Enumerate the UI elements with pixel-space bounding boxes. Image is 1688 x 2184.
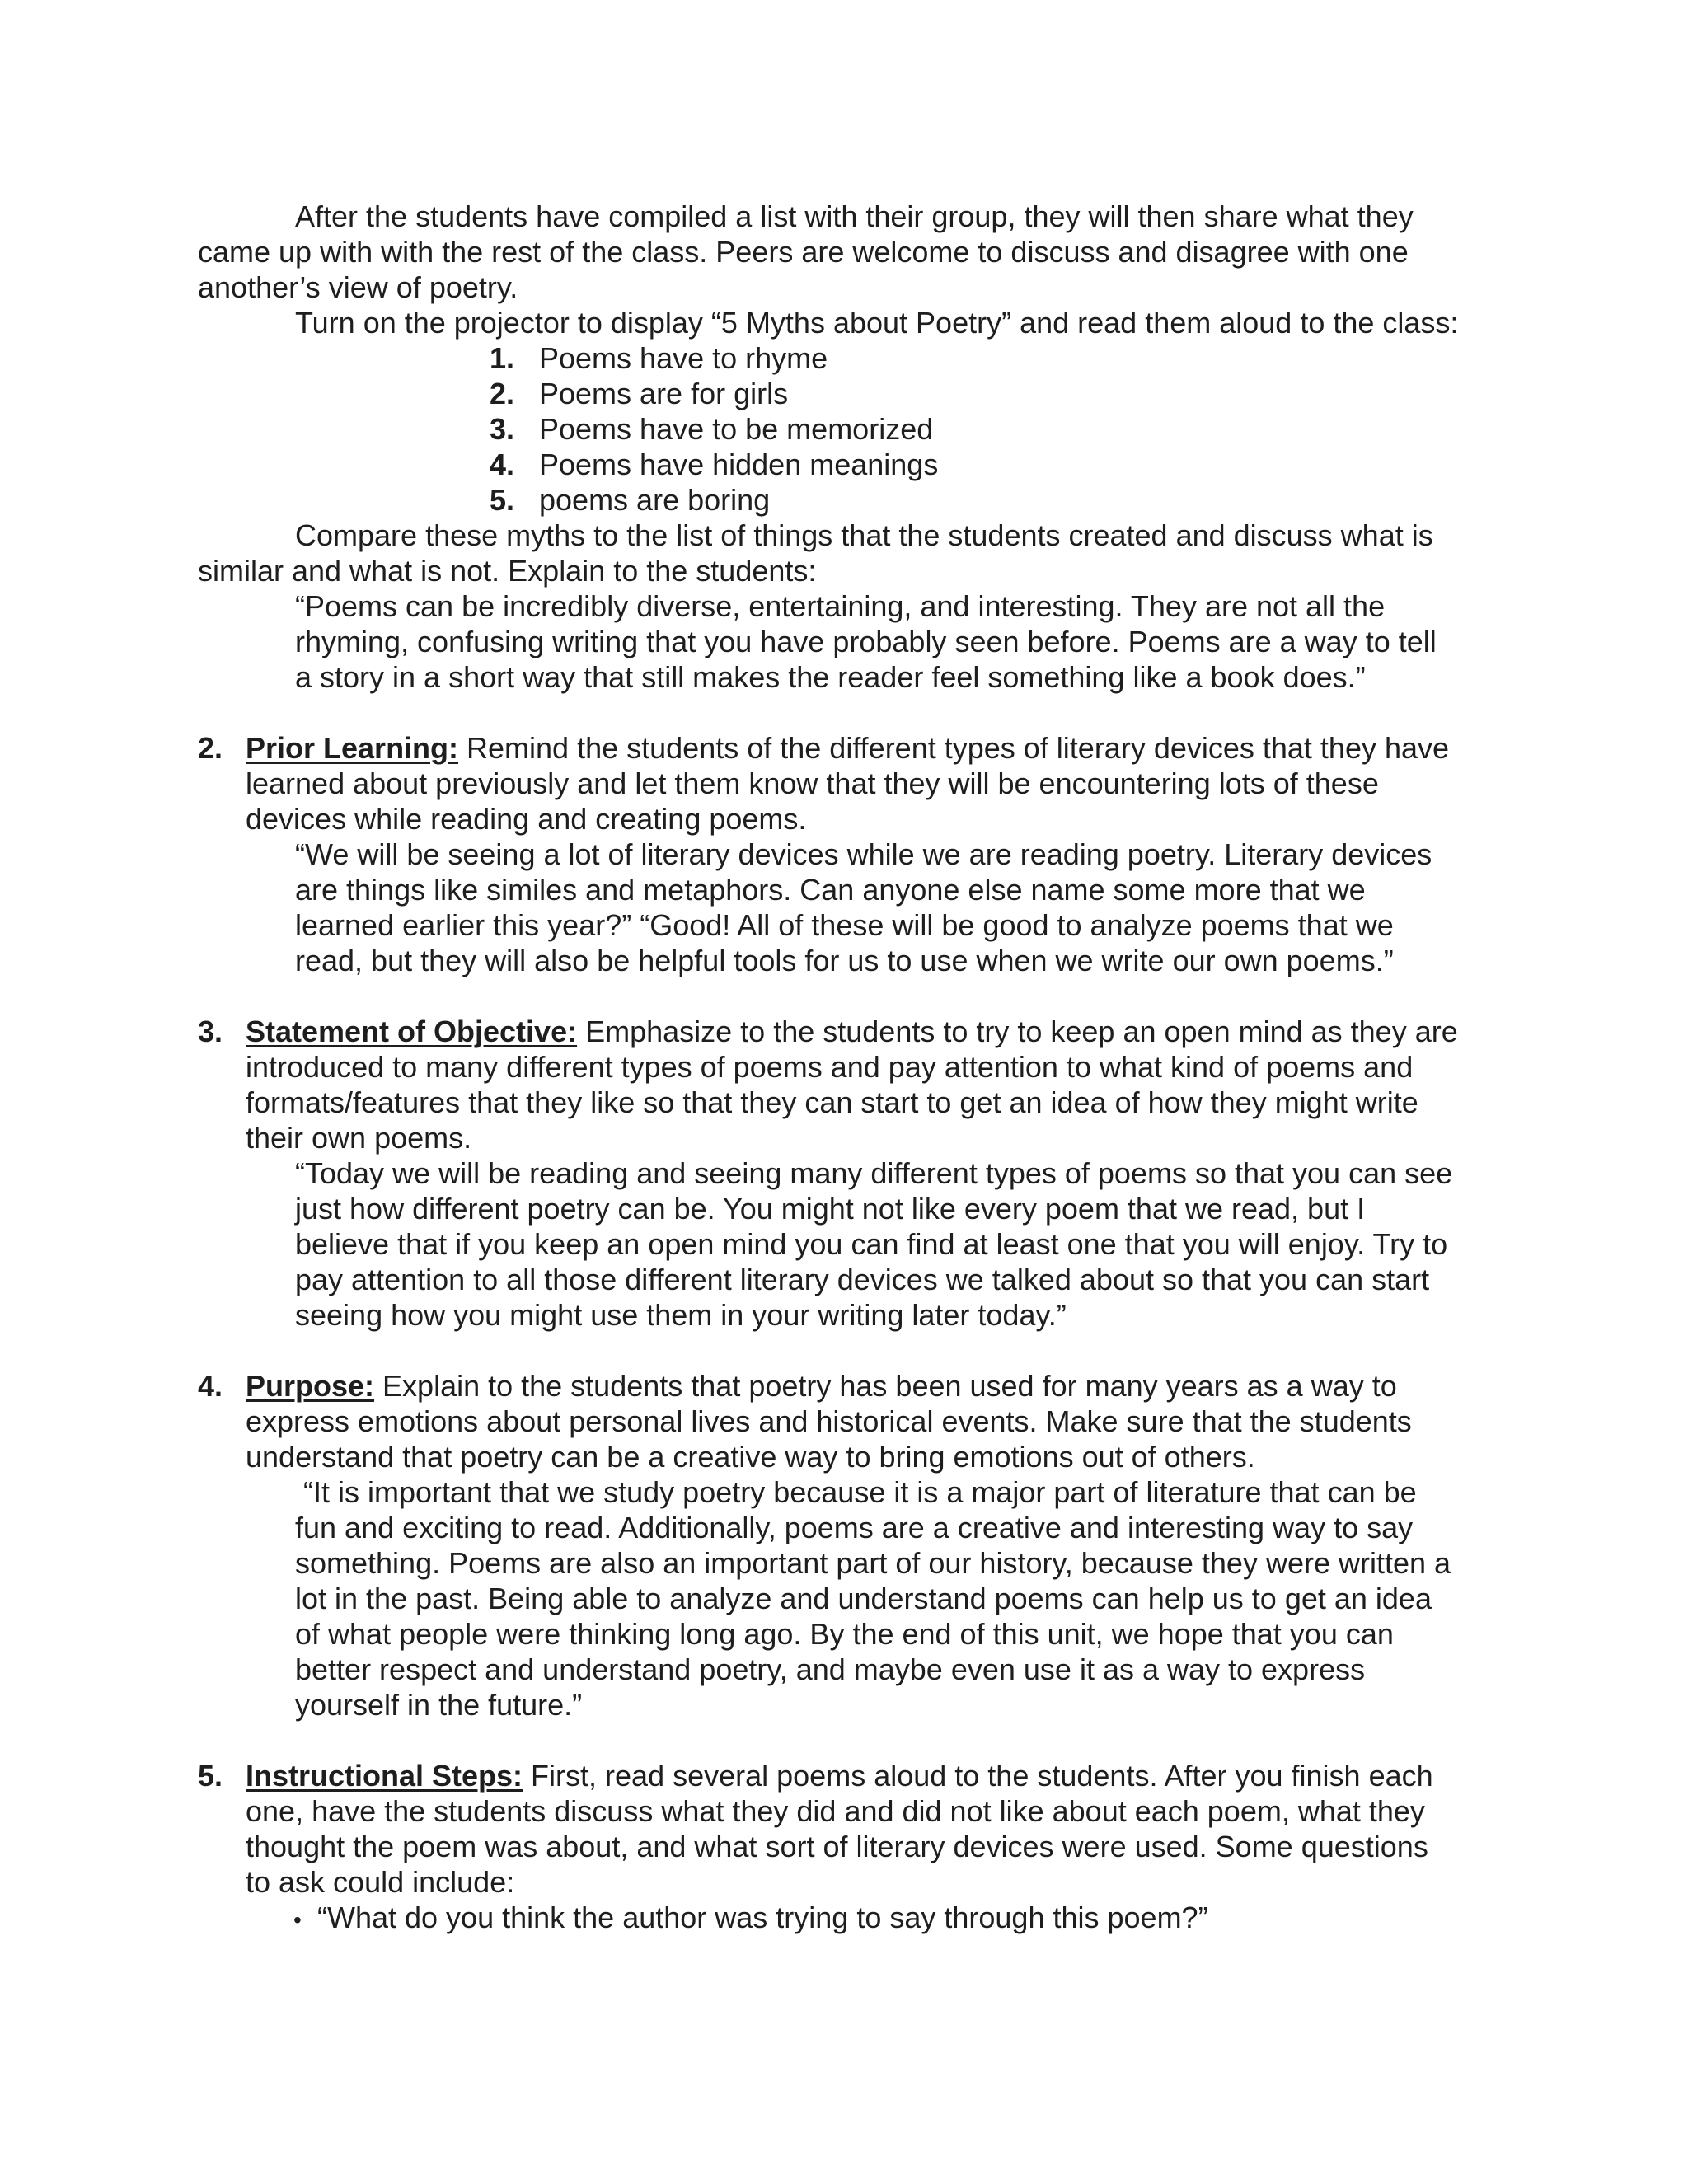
section-heading: Purpose: (246, 1369, 375, 1403)
myth-number: 4. (490, 448, 515, 481)
bullet-text: “What do you think the author was trying to say through this poem?” (317, 1900, 1208, 1934)
section-first-line-text: Remind the students of the different types of literary devices that they have (458, 731, 1450, 765)
myth-item (490, 411, 933, 447)
section-number: 4. (198, 1369, 223, 1403)
section-quote-line: lot in the past. Being able to analyze and understand poems can help us to get an idea (295, 1582, 1432, 1615)
myth-text: poems are boring (539, 483, 771, 517)
section-quote-line: “It is important that we study poetry because it is a major part of literature that can be (295, 1475, 1417, 1509)
section-body-line: formats/features that they like so that they can start to get an idea of how they might write (246, 1085, 1418, 1119)
section-quote-line: “Today we will be reading and seeing many different types of poems so that you can see (295, 1156, 1453, 1190)
myth-text: Poems have hidden meanings (539, 448, 939, 481)
section-body-line: learned about previously and let them know that they will be encountering lots of these (246, 766, 1379, 800)
section-first-line-text: Explain to the students that poetry has been used for many years as a way to (374, 1369, 1397, 1403)
myth-number: 2. (490, 377, 515, 410)
myth-item (490, 482, 770, 518)
section-quote-line: of what people were thinking long ago. By the end of this unit, we hope that you can (295, 1617, 1394, 1651)
section-quote-line: fun and exciting to read. Additionally, poems are a creative and interesting way to say (295, 1511, 1414, 1544)
section-body-line: express emotions about personal lives and historical events. Make sure that the students (246, 1404, 1412, 1438)
section-quote-line: learned earlier this year?” “Good! All of these will be good to analyze poems that we (295, 908, 1394, 942)
myth-item (490, 376, 788, 411)
section-heading: Instructional Steps: (246, 1759, 523, 1793)
section-body-line: thought the poem was about, and what sort of literary devices were used. Some questions (246, 1830, 1428, 1863)
intro-compare-line: Compare these myths to the list of things that the students created and discuss what is (295, 518, 1433, 552)
intro-quote-line: “Poems can be incredibly diverse, entertaining, and interesting. They are not all the (295, 589, 1386, 623)
myth-number: 3. (490, 412, 515, 446)
section-body-line: to ask could include: (246, 1865, 515, 1899)
section-body-line: introduced to many different types of poems and pay attention to what kind of poems and (246, 1050, 1414, 1084)
myth-text: Poems have to rhyme (539, 341, 828, 375)
section-first-line (246, 1758, 1433, 1793)
section-quote-line: yourself in the future.” (295, 1688, 583, 1722)
section-heading: Statement of Objective: (246, 1015, 578, 1048)
section-first-line (246, 730, 1449, 766)
section-first-line (246, 1014, 1458, 1049)
intro-quote-line: a story in a short way that still makes the reader feel something like a book does.” (295, 660, 1366, 694)
section-body-line: devices while reading and creating poems. (246, 802, 807, 836)
section-quote-line: “We will be seeing a lot of literary devices while we are reading poetry. Literary devices (295, 837, 1432, 871)
section-quote-line: just how different poetry can be. You might not like every poem that we read, but I (295, 1192, 1366, 1226)
section-body-line: one, have the students discuss what they did and did not like about each poem, what they (246, 1794, 1425, 1828)
section-first-line (246, 1368, 1397, 1404)
section-quote-line: are things like similes and metaphors. Can anyone else name some more that we (295, 873, 1366, 907)
intro-paragraph-line: After the students have compiled a list with their group, they will then share what they (295, 199, 1414, 233)
section-quote-line: something. Poems are also an important part of our history, because they were written a (295, 1546, 1451, 1580)
intro-compare-line: similar and what is not. Explain to the students: (198, 554, 817, 588)
section-number: 5. (198, 1759, 223, 1793)
myth-number: 5. (490, 483, 515, 517)
section-body-line: understand that poetry can be a creative way to bring emotions out of others. (246, 1440, 1255, 1474)
intro-quote-line: rhyming, confusing writing that you have probably seen before. Poems are a way to tell (295, 625, 1437, 658)
section-number: 3. (198, 1015, 223, 1048)
section-quote-line: believe that if you keep an open mind you can find at least one that you will enjoy. Try to (295, 1227, 1448, 1261)
section-quote-line: better respect and understand poetry, and maybe even use it as a way to express (295, 1652, 1366, 1686)
section-number: 2. (198, 731, 223, 765)
bullet-icon: • (293, 1907, 302, 1933)
myth-number: 1. (490, 341, 515, 375)
myth-text: Poems have to be memorized (539, 412, 934, 446)
section-quote-line: pay attention to all those different literary devices we talked about so that you can start (295, 1263, 1430, 1296)
section-body-line: their own poems. (246, 1121, 472, 1155)
section-first-line-text: Emphasize to the students to try to keep an open mind as they are (577, 1015, 1458, 1048)
section-heading: Prior Learning: (246, 731, 459, 765)
myth-item (490, 340, 828, 376)
myth-text: Poems are for girls (539, 377, 789, 410)
intro-paragraph-line: came up with with the rest of the class. Peers are welcome to discuss and disagree with one (198, 235, 1409, 269)
intro-paragraph-line: another’s view of poetry. (198, 270, 518, 304)
section-first-line-text: First, read several poems aloud to the students. After you finish each (523, 1759, 1433, 1793)
myth-item (490, 447, 938, 482)
intro-projector-line: Turn on the projector to display “5 Myths about Poetry” and read them aloud to the class: (295, 306, 1459, 340)
bullet-item (293, 1900, 1208, 1938)
section-quote-line: read, but they will also be helpful tools for us to use when we write our own poems.” (295, 944, 1394, 977)
section-quote-line: seeing how you might use them in your writing later today.” (295, 1298, 1067, 1332)
